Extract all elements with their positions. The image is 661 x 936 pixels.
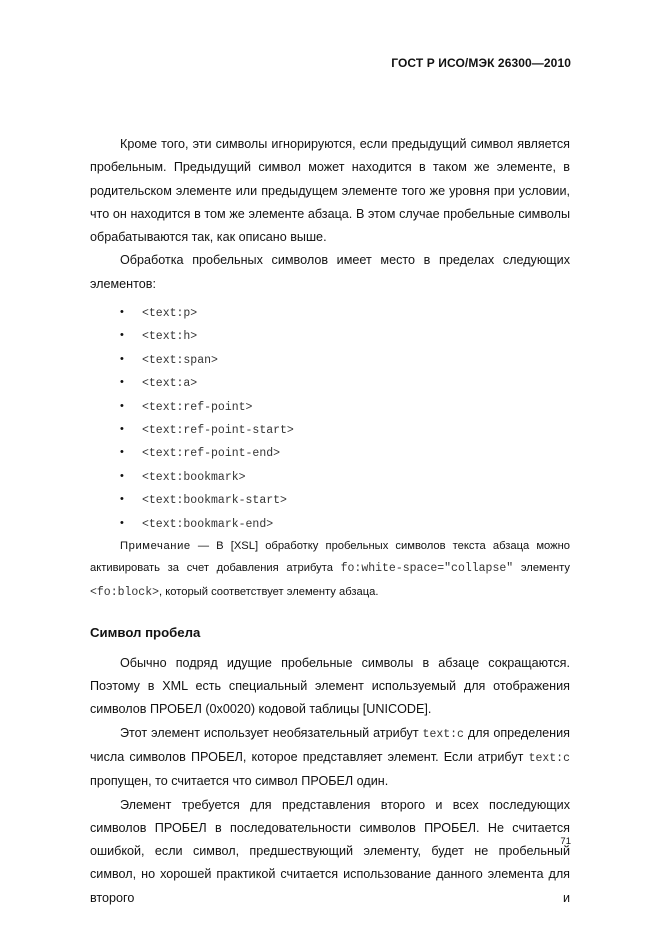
list-item (90, 371, 570, 394)
note-code-attribute: fo:white-space="collapse" (340, 562, 514, 576)
list-item (90, 324, 570, 347)
paragraph: Обработка пробельных символов имеет место в пределах следующих элементов: (90, 253, 570, 291)
list-item (90, 348, 570, 371)
bullet-icon: • (120, 399, 124, 412)
note-text: элементу (513, 562, 570, 575)
element-tag: <text:a> (142, 377, 198, 391)
element-tag: <text:ref-point-end> (142, 447, 281, 461)
bullet-icon: • (120, 329, 124, 342)
list-item (90, 441, 570, 464)
element-tag: <text:span> (142, 353, 218, 367)
list-item (90, 395, 570, 418)
list-item (90, 465, 570, 488)
paragraph-text: пропущен, то считается что символ ПРОБЕЛ один. (90, 774, 389, 789)
paragraph-text: Этот элемент использует необязательный атрибут (120, 725, 423, 740)
page-number: 71 (560, 836, 571, 847)
bullet-icon: • (120, 493, 124, 506)
bullet-icon: • (120, 376, 124, 389)
list-item (90, 418, 570, 441)
bullet-icon: • (120, 516, 124, 529)
inline-code: text:c (528, 751, 570, 765)
element-tag: <text:bookmark-start> (142, 494, 287, 508)
element-list (90, 301, 570, 535)
note-label: Примечание (120, 539, 191, 552)
list-item (90, 488, 570, 511)
bullet-icon: • (120, 352, 124, 365)
bullet-icon: • (120, 469, 124, 482)
element-tag: <text:bookmark> (142, 470, 246, 484)
element-tag: <text:h> (142, 330, 198, 344)
paragraph: Кроме того, эти символы игнорируются, если предыдущий символ является пробельным. Предыдущий символ может находится в таком же элементе, в родительском элементе или предыдущем элементе того же уровня при условии, что он находится в том же элементе абзаца. В этом случае пробельные символы обрабатываются так, как описано выше. (90, 137, 570, 245)
bullet-icon: • (120, 306, 124, 319)
section-title: Символ пробела (90, 625, 201, 641)
element-tag: <text:bookmark-end> (142, 517, 274, 531)
note-text: — В [XSL] обработку пробельных символов текста абзаца можно активировать за счет добавления атрибута (90, 539, 570, 575)
note-text: , который соответствует элементу абзаца. (159, 585, 379, 598)
note-code-element: <fo:block> (90, 585, 160, 599)
element-tag: <text:p> (142, 307, 198, 321)
bullet-icon: • (120, 446, 124, 459)
element-tag: <text:ref-point> (142, 400, 253, 414)
standard-header: ГОСТ Р ИСО/МЭК 26300—2010 (391, 56, 571, 70)
element-tag: <text:ref-point-start> (142, 424, 294, 438)
list-item (90, 301, 570, 324)
paragraph: Обычно подряд идущие пробельные символы в абзаце сокращаются. Поэтому в XML есть специальный элемент используемый для отображения символов ПРОБЕЛ (0x0020) кодовой таблицы [UNICODE]. (90, 655, 570, 717)
bullet-icon: • (120, 423, 124, 436)
paragraph-text: для определения числа символов ПРОБЕЛ, которое представляет элемент. Если атрибут (90, 725, 570, 764)
paragraph (90, 722, 570, 794)
paragraph: Элемент требуется для представления второго и всех последующих символов ПРОБЕЛ в последовательности символов ПРОБЕЛ. Не считается ошибкой, если символ, предшествующий элементу, будет не пробельный символ, но хорошей практикой считается использование данного элемента для второго и (90, 797, 570, 905)
list-item (90, 512, 570, 535)
inline-code: text:c (422, 727, 464, 741)
note-paragraph (90, 535, 570, 605)
page-content (90, 133, 570, 910)
